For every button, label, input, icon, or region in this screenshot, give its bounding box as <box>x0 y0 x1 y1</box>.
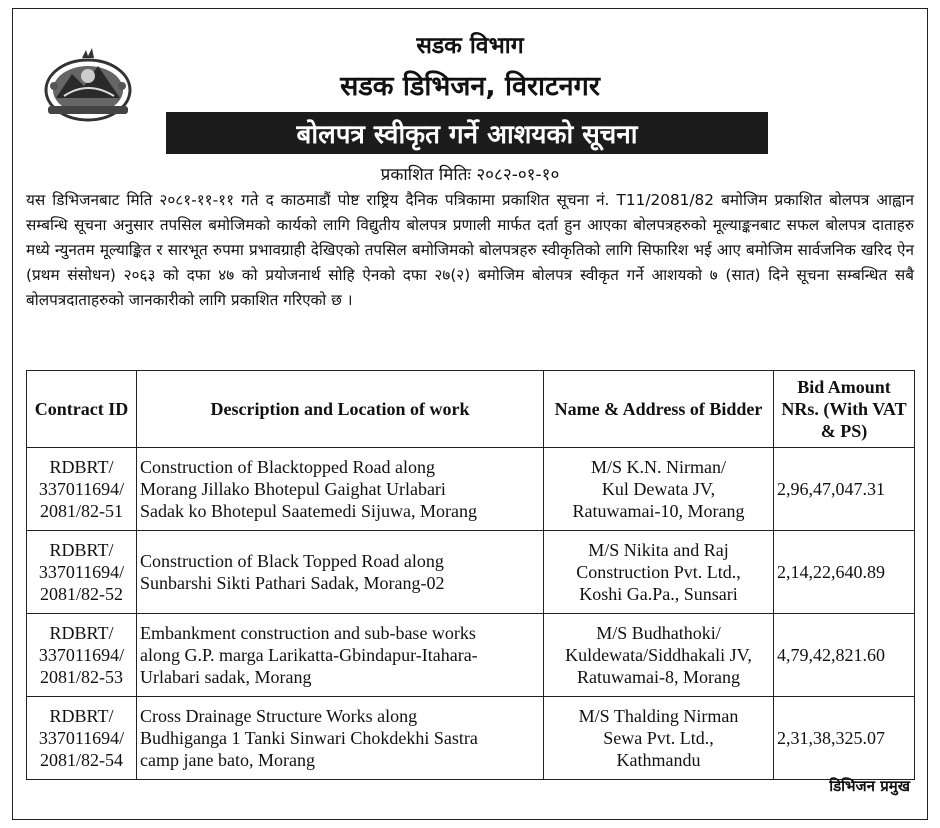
amount-cell: 2,14,22,640.89 <box>774 531 915 614</box>
contract-id-cell-line: 2081/82-53 <box>40 667 123 687</box>
published-date: प्रकाशित मितिः २०८२-०१-१० <box>380 165 560 185</box>
notice-title: बोलपत्र स्वीकृत गर्ने आशयको सूचना <box>296 120 638 150</box>
contract-id-cell <box>27 448 137 531</box>
contract-id-cell-line: 337011694/ <box>38 479 125 499</box>
department-name: सडक विभाग <box>416 33 524 59</box>
bidder-cell-line: M/S Nikita and Raj <box>588 540 729 560</box>
table-row <box>27 697 915 780</box>
bidder-cell <box>544 448 774 531</box>
notice-title-banner <box>166 112 768 154</box>
contract-id-cell-line: RDBRT/ <box>49 623 114 643</box>
description-cell-line: Embankment construction and sub-base works <box>140 623 476 643</box>
table-header-row <box>27 371 915 448</box>
contract-id-cell-line: RDBRT/ <box>49 540 114 560</box>
header-description: Description and Location of work <box>137 371 544 448</box>
contract-id-cell-line: 337011694/ <box>38 645 125 665</box>
bidder-cell-line: Construction Pvt. Ltd., <box>576 562 741 582</box>
amount-cell: 2,31,38,325.07 <box>774 697 915 780</box>
contract-id-cell-line: 2081/82-51 <box>40 501 123 521</box>
table-row <box>27 448 915 531</box>
contract-id-cell <box>27 614 137 697</box>
contract-id-cell-line: RDBRT/ <box>49 706 114 726</box>
bidder-cell-line: Ratuwamai-8, Morang <box>577 667 740 687</box>
header-contract-id: Contract ID <box>27 371 137 448</box>
bidder-cell <box>544 697 774 780</box>
contract-id-cell-line: 337011694/ <box>38 728 125 748</box>
amount-cell: 4,79,42,821.60 <box>774 614 915 697</box>
description-cell-line: Construction of Black Topped Road along <box>140 551 444 571</box>
bidder-cell <box>544 531 774 614</box>
header-bidder: Name & Address of Bidder <box>544 371 774 448</box>
amount-cell: 2,96,47,047.31 <box>774 448 915 531</box>
bidder-cell-line: M/S Budhathoki/ <box>596 623 721 643</box>
division-name: सडक डिभिजन, विराटनगर <box>340 71 600 102</box>
description-cell-line: Morang Jillako Bhotepul Gaighat Urlabari <box>140 479 446 499</box>
description-cell-line: Sunbarshi Sikti Pathari Sadak, Morang-02 <box>140 573 445 593</box>
description-cell-line: Sadak ko Bhotepul Saatemedi Sijuwa, Morang <box>140 501 477 521</box>
contract-id-cell-line: RDBRT/ <box>49 457 114 477</box>
table-row <box>27 531 915 614</box>
notice-body: यस डिभिजनबाट मिति २०८१-११-११ गते द काठमाडौं पोष्ट राष्ट्रिय दैनिक पत्रिकामा प्रकाशित सूचना नं. T11/2081/82 बमोजिम प्रकाशित बोलपत्र आह्वान सम्बन्धि सूचना अनुसार तपसिल बमोजिमको कार्यको लागि विद्युतीय बोलपत्र प्रणाली मार्फत दर्ता हुन आएका बोलपत्रहरुको मूल्याङ्कनबाट सफल बोलपत्र दाताहरु मध्ये न्युनतम मूल्याङ्कित र सारभूत रुपमा प्रभावग्राही देखिएको तपसिल बमोजिमको बोलपत्रहरु स्वीकृतिको लागि सिफारिश भई आए बमोजिम सार्वजनिक खरिद ऐन (प्रथम संसोधन) २०६३ को दफा ४७ को प्रयोजनार्थ सोहि ऐनको दफा २७(२) बमोजिम बोलपत्र स्वीकृत गर्ने आशयको ७ (सात) दिने सूचना सम्बन्धित सबै बोलपत्रदाताहरुको जानकारीको लागि प्रकाशित गरिएको छ । <box>26 191 914 309</box>
bidder-cell-line: M/S K.N. Nirman/ <box>591 457 726 477</box>
contract-id-cell <box>27 531 137 614</box>
table-body <box>27 448 915 780</box>
description-cell <box>137 448 544 531</box>
contract-id-cell <box>27 697 137 780</box>
description-cell-line: along G.P. marga Larikatta-Gbindapur-Itahara- <box>140 645 478 665</box>
description-cell <box>137 697 544 780</box>
bidder-cell-line: Ratuwamai-10, Morang <box>572 501 745 521</box>
contract-table <box>26 370 915 780</box>
contract-id-cell-line: 2081/82-54 <box>40 750 123 770</box>
description-cell-line: Cross Drainage Structure Works along <box>140 706 418 726</box>
bidder-cell-line: Kuldewata/Siddhakali JV, <box>565 645 752 665</box>
bidder-cell-line: Sewa Pvt. Ltd., <box>603 728 714 748</box>
description-cell-line: Urlabari sadak, Morang <box>140 667 312 687</box>
description-cell-line: Construction of Blacktopped Road along <box>140 457 435 477</box>
description-cell-line: Budhiganga 1 Tanki Sinwari Chokdekhi Sastra <box>140 728 478 748</box>
description-cell <box>137 531 544 614</box>
signature-division-chief: डिभिजन प्रमुख <box>829 777 910 795</box>
contract-id-cell-line: 337011694/ <box>38 562 125 582</box>
description-cell <box>137 614 544 697</box>
header-amount: Bid Amount NRs. (With VAT & PS) <box>774 371 915 448</box>
bidder-cell-line: Kul Dewata JV, <box>601 479 716 499</box>
table-row <box>27 614 915 697</box>
description-cell-line: camp jane bato, Morang <box>140 750 315 770</box>
bidder-cell-line: Koshi Ga.Pa., Sunsari <box>579 584 738 604</box>
bidder-cell-line: M/S Thalding Nirman <box>578 706 739 726</box>
bidder-cell-line: Kathmandu <box>616 750 701 770</box>
bidder-cell <box>544 614 774 697</box>
contract-id-cell-line: 2081/82-52 <box>40 584 123 604</box>
